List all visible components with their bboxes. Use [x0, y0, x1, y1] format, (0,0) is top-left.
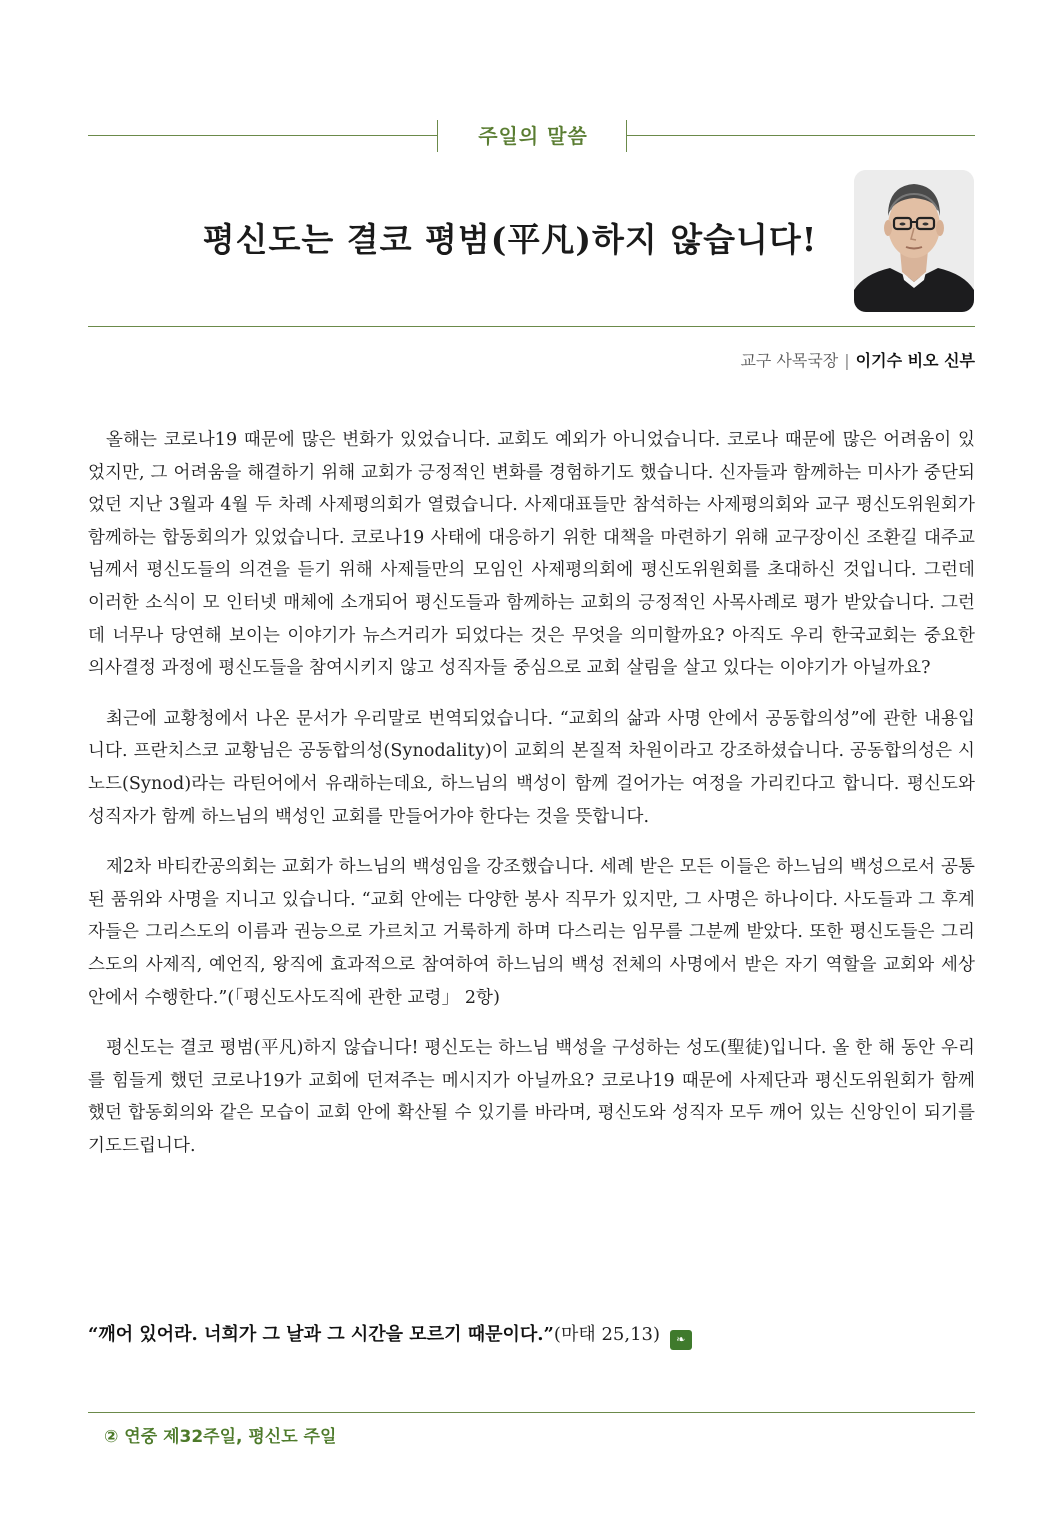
- closing-quote-line: [88, 1320, 692, 1350]
- header-rule-right: [626, 135, 975, 136]
- paragraph-3: 제2차 바티칸공의회는 교회가 하느님의 백성임을 강조했습니다. 세례 받은 모든 이들은 하느님의 백성으로서 공통된 품위와 사명을 지니고 있습니다. “교회 안에는 다양한 봉사 직무가 있지만, 그 사명은 하나이다. 사도들과 그 후계자들은 그리스도의 이름과 권능으로 가르치고 거룩하게 하며 다스리는 임무를 그분께 받았다. 또한 평신도들은 그리스도의 사제직, 예언직, 왕직에 효과적으로 참여하여 하느님의 백성 전체의 사명에서 받은 자기 역할을 교회와 세상 안에서 수행한다.”(「평신도사도직에 관한 교령」 2항): [88, 857, 975, 1008]
- page-title: 평신도는 결코 평범(平凡)하지 않습니다!: [202, 220, 818, 259]
- byline: [740, 348, 975, 371]
- author-portrait: [854, 170, 974, 312]
- article-body: [88, 424, 975, 1180]
- leaf-end-mark-icon: ❧: [670, 1330, 692, 1350]
- paragraph-2: 최근에 교황청에서 나온 문서가 우리말로 번역되었습니다. “교회의 삶과 사명 안에서 공동합의성”에 관한 내용입니다. 프란치스코 교황님은 공동합의성(Synodality)이 교회의 본질적 차원이라고 강조하셨습니다. 공동합의성은 시노드(Synod)라는 라틴어에서 유래하는데요, 하느님의 백성이 함께 걸어가는 여정을 가리킨다고 합니다. 평신도와 성직자가 함께 하느님의 백성인 교회를 만들어가야 한다는 것을 뜻합니다.: [88, 708, 976, 827]
- scripture-reference: (마태 25,13): [553, 1324, 660, 1345]
- author-role: 교구 사목국장: [740, 351, 839, 370]
- author-name: 이기수 비오 신부: [855, 351, 975, 370]
- header-rule-left: [88, 135, 438, 136]
- section-label: 주일의 말씀: [478, 124, 588, 148]
- byline-separator: |: [844, 351, 850, 370]
- title-rule: [88, 326, 975, 327]
- header-rule-left-tick: [437, 120, 438, 152]
- paragraph-1: 올해는 코로나19 때문에 많은 변화가 있었습니다. 교회도 예외가 아니었습니다. 코로나 때문에 많은 어려움이 있었지만, 그 어려움을 해결하기 위해 교회가 긍정적인 변화를 경험하기도 했습니다. 신자들과 함께하는 미사가 중단되었던 지난 3월과 4월 두 차례 사제평의회가 열렸습니다. 사제대표들만 참석하는 사제평의회와 교구 평신도위원회가 함께하는 합동회의가 있었습니다. 코로나19 사태에 대응하기 위한 대책을 마련하기 위해 교구장이신 조환길 대주교님께서 평신도들의 의견을 듣기 위해 사제들만의 모임인 사제평의회에 평신도위원회를 초대하신 것입니다. 그런데 이러한 소식이 모 인터넷 매체에 소개되어 평신도들과 함께하는 교회의 긍정적인 사목사례로 평가 받았습니다. 그런데 너무나 당연해 보이는 이야기가 뉴스거리가 되었다는 것은 무엇을 의미할까요? 아직도 우리 한국교회는 중요한 의사결정 과정에 평신도들을 참여시키지 않고 성직자들 중심으로 교회 살림을 살고 있다는 이야기가 아닐까요?: [88, 430, 975, 679]
- header-rule-right-tick: [626, 120, 627, 152]
- footer-page-label: ② 연중 제32주일, 평신도 주일: [104, 1427, 337, 1447]
- footer-rule: [88, 1412, 975, 1413]
- paragraph-4: 평신도는 결코 평범(平凡)하지 않습니다! 평신도는 하느님 백성을 구성하는 성도(聖徒)입니다. 올 한 해 동안 우리를 힘들게 했던 코로나19가 교회에 던져주는 메시지가 아닐까요? 코로나19 때문에 사제단과 평신도위원회가 함께했던 합동회의와 같은 모습이 교회 안에 확산될 수 있기를 바라며, 평신도와 성직자 모두 깨어 있는 신앙인이 되기를 기도드립니다.: [88, 1038, 975, 1156]
- closing-quote: “깨어 있어라. 너희가 그 날과 그 시간을 모르기 때문이다.”: [88, 1324, 554, 1345]
